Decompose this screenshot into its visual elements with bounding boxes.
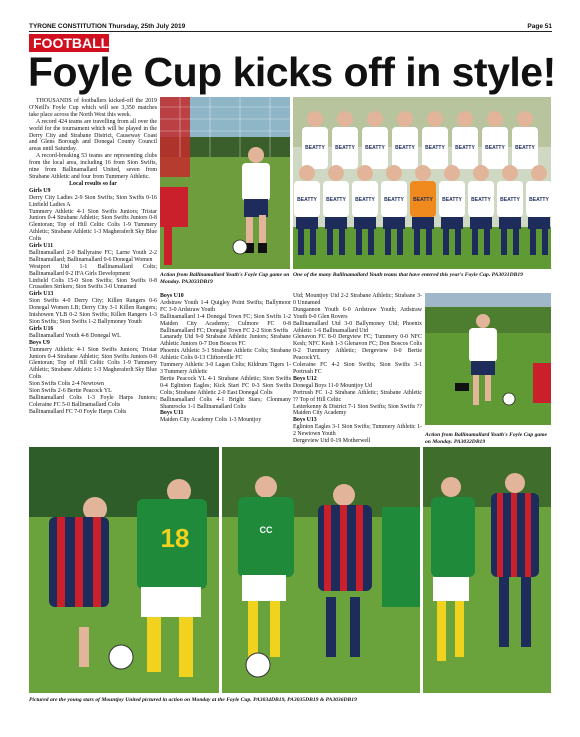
article-paragraph: Ballinamallard Youth 4-8 Donegal WL <box>29 332 121 339</box>
article-paragraph: Linfield Colts 15-0 Sion Swifts; Sion Swifts 0-8 Crusaders Strikers; Sion Swifts 3-0 Unnamed <box>29 277 157 291</box>
photo2-caption: One of the many Ballinamallard Youth teams that have entered this year's Foyle Cup. PA3031DB19 <box>293 272 523 278</box>
article-column-1 <box>29 98 157 438</box>
article-paragraph: Dungannon Youth 6-0 Ardstraw Youth; Ardstraw Youth 0-0 Glen Rovers <box>293 306 422 320</box>
article-paragraph: Coleraine FC 4-2 Sion Swifts; Sion Swifts 3-1 Portrush FC <box>293 362 422 375</box>
paper-name: TYRONE CONSTITUTION <box>29 23 107 30</box>
article-paragraph: Glenavon FC 8-0 Dergview FC; Tummery 0-0 NFC Kesh; NFC Kesh 1-3 Glenavon FC; Don Boscos Colts 0-2 Tummery Athletic; Dergeview 0-0 Bertie PeacockYL <box>293 334 422 362</box>
sponsor-text: BEATTY <box>335 145 355 151</box>
green-kit-sponsor: CC <box>259 525 273 535</box>
headline: Foyle Cup kicks off in style! <box>28 49 556 95</box>
sponsor-text: BEATTY <box>471 197 491 203</box>
results-subheading: Girls U16 <box>29 325 54 332</box>
sponsor-text: BEATTY <box>442 197 462 203</box>
article-paragraph: Ballinamallard 1-4 Donegal Town FC; Sion Swifts 1-2 Maiden City Academy; Culmore FC 0-8 Ballinamallard FC; Donegal Town FC 2-2 Sion Swifts <box>160 313 291 334</box>
sponsor-text: BEATTY <box>365 145 385 151</box>
article-paragraph: Lanarady Utd 9-0 Strabane Athletic Juniors; Strabane Athletic Juniors 0-7 Don Boscos FC <box>160 334 291 348</box>
mountjoy-photo-1 <box>29 447 219 693</box>
article-paragraph: Ballinamallard Colts 1-3 Foyle Harps Juniors; Coleraine FC 5-0 Ballinamallard Colts <box>29 394 157 408</box>
article-paragraph: Tummery Athletic 4-1 Sion Swifts Juniors; Tristar Juniors 0-4 Strabane Athletic; Sion Swifts Juniors 0-8 Glentoran; Top of Hill Celtic Colts 1-9 Tummery Athletic; Strabane Athletic 1-3 Magheraferlt Sky Blue Colts <box>29 346 157 381</box>
sponsor-text: BEATTY <box>529 197 549 203</box>
section-label: FOOTBALL <box>29 34 109 52</box>
article-paragraph: Dergeview Utd 0-19 Motherwell <box>293 438 371 445</box>
sponsor-text: BEATTY <box>326 197 346 203</box>
article-paragraph: Ballinamallard 2-0 Ballyraine FC; Larne Youth 2-2 Ballinamallard; Ballinamallard 0-6 Donegal Women <box>29 249 157 263</box>
article-paragraph: Donegal Boys 11-0 Mountjoy Ud <box>293 382 372 389</box>
results-subheading: Girls U9 <box>29 187 51 194</box>
photo1-caption: Action from Ballinamallard Youth's Foyle Cup game on Monday. PA3033DB19 <box>160 272 290 285</box>
article-paragraph: THOUSANDS of footballers kicked-off the 2019 O'Neill's Foyle Cup which will see 3,350 matches take place across the North West this week. <box>29 98 157 118</box>
sponsor-text: BEATTY <box>297 197 317 203</box>
sponsor-text: BEATTY <box>455 145 475 151</box>
article-paragraph: Ballinamallard Colts 4-1 Bright Stars; Clonmany Shamrocks 1-1 Ballinamallard Colts <box>160 396 291 410</box>
article-paragraph: Sion Swifts 2-6 Bertie Peacock YL <box>29 388 112 395</box>
article-paragraph: Ardstraw Youth 1-4 Quigley Point Swifts; Ballymoor FC 3-0 Ardstraw Youth <box>160 299 291 313</box>
results-subheading: Boys U10 <box>160 293 184 299</box>
results-subheading: Girls U11 <box>29 243 54 250</box>
article-paragraph: Derry City Ladies 2-9 Sion Swifts; Sion Swifts 0-16 Linfield Ladies A <box>29 194 157 208</box>
results-subheading: Boys U13 <box>293 417 317 424</box>
sponsor-text: BEATTY <box>413 197 433 203</box>
article-paragraph: Sion Swifts Colts 2-4 Newtown <box>29 381 104 388</box>
article-paragraph: Tummery Athletic 4-1 Sion Swifts Juniors; Tristar Juniors 0-4 Strabane Athletic; Sion Swifts Juniors 0-8 Glentoran; Top of Hill Celtic Colts 1-9 Tummery Athletic; Strabane Athletic 1-3 Magheraferlt Sky Blue Colts <box>29 208 157 243</box>
sponsor-text: BEATTY <box>395 145 415 151</box>
article-column-2 <box>160 293 291 443</box>
article-paragraph: Utd; Mountjoy Utd 2-2 Strabane Athletic; Strabane 3-0 Unnamed <box>293 293 422 306</box>
bottom-caption: Pictured are the young stars of Mountjoy United pictured in action on Monday at the Foyle Cup. PA3034DB19, PA3035DB19 & PA3036DB19 <box>29 697 357 703</box>
sponsor-text: BEATTY <box>384 197 404 203</box>
article-paragraph: Phoenix Athletic 3-1 Strabane Athletic Colts; Strabane Athletic Colts 0-13 Cliftonville FC <box>160 348 291 362</box>
article-paragraph: Maiden City Academy Colts 1-3 Mountjoy <box>160 417 262 424</box>
issue-date: Thursday, 25th July 2019 <box>108 23 186 30</box>
action-photo-ballinamallard <box>160 97 290 269</box>
team-photo <box>293 97 551 269</box>
sponsor-text: BEATTY <box>355 197 375 203</box>
article-paragraph: Portrush FC 1-2 Strabane Athletic; Strabane Athletic ?? Top of Hill Celtic <box>293 389 422 403</box>
results-subheading: Boys U11 <box>160 410 184 417</box>
shirt-number: 18 <box>160 523 190 553</box>
sponsor-text: BEATTY <box>515 145 535 151</box>
masthead-title <box>29 23 185 30</box>
sponsor-text: BEATTY <box>305 145 325 151</box>
sponsor-text: BEATTY <box>425 145 445 151</box>
results-subheading: Girls U13 <box>29 291 54 298</box>
article-paragraph: Bertie Peacock YL 4-1 Strabane Athletic; Sion Swifts 0-4 Eglinton Eagles; Kick Start FC 0-3 Sion Swifts Colts; Strabane Athletic 2-0 East Donegal Colts <box>160 375 291 396</box>
results-subheading: Boys U12 <box>293 375 317 382</box>
sponsor-text: BEATTY <box>500 197 520 203</box>
article-paragraph: A record 424 teams are travelling from all over the world for the tournament which will be played in the Derry City and Strabane District, Causeway Coast and Glens Borough and Donegal County Council areas until Saturday. <box>29 118 157 153</box>
article-column-3 <box>293 293 422 443</box>
article-paragraph: Tummery Athletic 3-0 Lagan Colts; Kildrum Tigers 1-3 Tummery Athletic <box>160 362 291 375</box>
results-subheading: Boys U9 <box>29 339 50 346</box>
mountjoy-photo-3 <box>423 447 551 693</box>
article-paragraph: Sion Swifts 4-0 Derry City; Killen Rangers 0-6 Donegal Women LB; Derry City 3-1 Killen Rangers; Inishowen YLB 0-2 Sion Swifts; Killen Rangers 1-3 Sion Swifts; Sion Swifts 1-2 Ballymoney Youth <box>29 298 157 325</box>
mountjoy-photo-2 <box>222 447 420 693</box>
results-heading: Local results so far <box>69 180 117 187</box>
sponsor-text: BEATTY <box>485 145 505 151</box>
article-paragraph: A record-breaking 53 teams are representing clubs from the local area, including 16 from Sion Swifts, nine from Ballinamallard United, seven from Strabane Athletic and four from Tummery Athletic. <box>29 153 157 180</box>
photo3-caption: Action from Ballinamallard Youth's Foyle Cup game on Monday. PA3032DB19 <box>425 432 548 445</box>
article-paragraph: Ballinamallard FC 7-0 Foyle Harps Colts <box>29 408 127 415</box>
article-paragraph: Letterkenny & District 7-1 Sion Swifts; Sion Swifts ?? Maiden City Academy <box>293 403 422 417</box>
article-paragraph: Westport Utd 1-1 Ballinamallard Colts; Ballinamallard 0-2 IFA Girls Development <box>29 263 157 277</box>
action-photo-ballinamallard-2 <box>425 293 551 425</box>
masthead-rule <box>29 31 552 32</box>
article-paragraph: Ballinamallard Utd 3-0 Ballymoney Utd; Phoenix Athletic 1-6 Ballinamallard Utd <box>293 320 422 334</box>
article-paragraph: Eglinton Eagles 3-1 Sion Swifts; Tummery Athletic 1-2 Newtown Youth <box>293 424 422 438</box>
page-number: Page 51 <box>527 23 552 30</box>
